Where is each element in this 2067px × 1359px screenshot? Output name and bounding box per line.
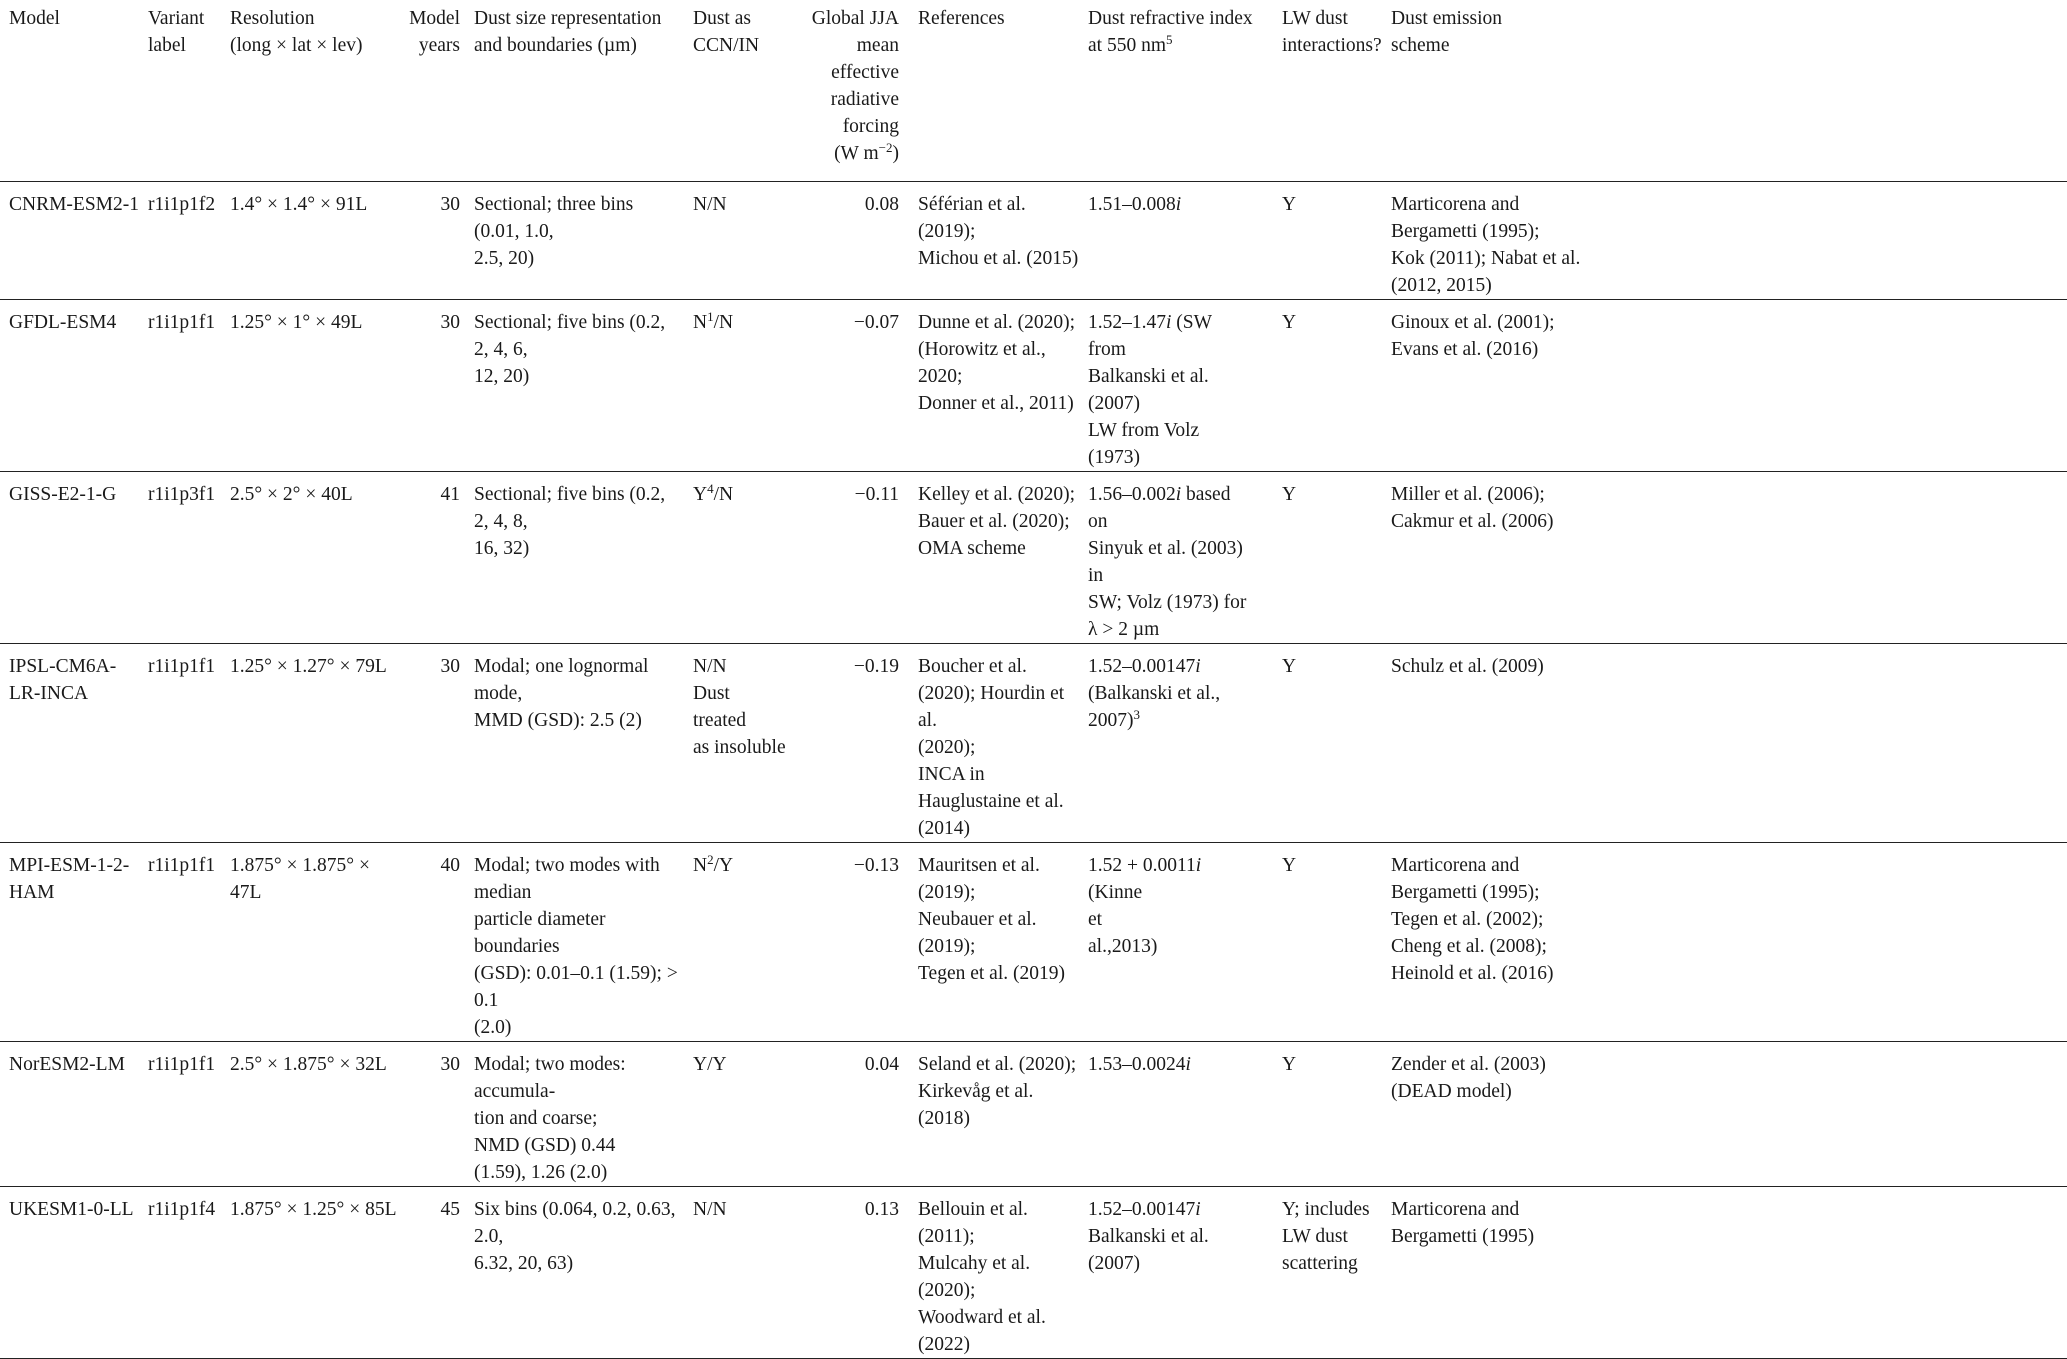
cell-years: 30 (440, 655, 460, 677)
cell-emission: Ginoux et al. (2001); Evans et al. (2016) (1391, 311, 1555, 360)
cell-ccn: $N^1/N$ (693, 308, 734, 333)
cell-size: Sectional; five bins (0.2, 2, 4, 8, 16, 32) (474, 483, 666, 559)
cell-variant: r1i1p1f1 (148, 1053, 216, 1075)
cell-lw: Y (1282, 483, 1297, 505)
cell-erf: −0.19 (853, 655, 899, 677)
cell-refr: 1.52 + 0.0011i (Kinne et al.,2013) (1088, 854, 1202, 957)
cell-years: 40 (440, 854, 460, 876)
cell-refr: 1.53–0.0024i (1088, 1053, 1191, 1075)
cell-emission: Miller et al. (2006); Cakmur et al. (2006) (1391, 483, 1554, 532)
cell-resolution: 1.25° × 1.27° × 79L (230, 655, 387, 677)
cell-size: Sectional; three bins (0.01, 1.0, 2.5, 20) (474, 193, 634, 269)
cell-model: NorESM2-LM (9, 1053, 125, 1075)
table-row (0, 299, 2067, 471)
cell-refs: Seland et al. (2020); Kirkevåg et al. (2018) (918, 1053, 1077, 1129)
cell-size: Modal; one lognormal mode, MMD (GSD): 2.5 (2) (474, 655, 649, 731)
cell-emission: Schulz et al. (2009) (1391, 655, 1544, 677)
table-body (0, 181, 2067, 1358)
cell-resolution: 1.875° × 1.875° × 47L (230, 854, 370, 903)
cell-lw: Y; includes LW dust scattering (1282, 1198, 1370, 1274)
cell-model: IPSL-CM6A- LR-INCA (9, 655, 117, 704)
cell-lw: Y (1282, 655, 1297, 677)
cell-emission: Marticorena and Bergametti (1995); Kok (2011); Nabat et al. (2012, 2015) (1391, 193, 1581, 296)
table-row (0, 471, 2067, 643)
col-header-erf: Global JJA mean effective radiative forcing (W $m^{-2}$) (811, 8, 899, 164)
cell-ccn: $Y^4/N$ (693, 480, 734, 505)
cell-ccn: Y/Y (693, 1053, 727, 1075)
cell-ccn: N/N Dust treated as insoluble (693, 655, 786, 758)
col-header-lw: LW dust interactions? (1282, 8, 1382, 56)
cell-refr: 1.51–0.008i (1088, 193, 1182, 215)
cell-model: UKESM1-0-LL (9, 1198, 134, 1220)
cell-emission: Marticorena and Bergametti (1995); Tegen et al. (2002); Cheng et al. (2008); Heinold et al. (2016) (1391, 854, 1554, 984)
col-header-emission: Dust emission scheme (1391, 8, 1503, 56)
cell-emission: Zender et al. (2003) (DEAD model) (1391, 1053, 1546, 1102)
cell-lw: Y (1282, 1053, 1297, 1075)
cell-erf: 0.04 (864, 1053, 899, 1075)
cell-refr: 1.52–0.00147i Balkanski et al. (2007) (1088, 1198, 1209, 1274)
cell-resolution: 2.5° × 1.875° × 32L (230, 1053, 387, 1075)
col-header-resolution: Resolution (long × lat × lev) (230, 8, 363, 56)
cell-variant: r1i1p1f1 (148, 311, 216, 333)
col-header-refractive-index: Dust refractive index at 550 $nm^5$ (1088, 8, 1253, 56)
cell-years: 30 (440, 193, 460, 215)
cell-refr: 1.52–0.00147i (Balkanski et al., 2007)$^3$ (1088, 655, 1221, 731)
cell-years: 41 (440, 483, 460, 505)
cell-resolution: 2.5° × 2° × 40L (230, 483, 353, 505)
cell-resolution: 1.25° × 1° × 49L (230, 311, 363, 333)
cell-size: Modal; two modes: accumula- tion and coarse; NMD (GSD) 0.44 (1.59), 1.26 (2.0) (474, 1053, 626, 1183)
cell-refs: Bellouin et al. (2011); Mulcahy et al. (2020); Woodward et al. (2022) (918, 1198, 1046, 1355)
cell-size: Six bins (0.064, 0.2, 0.63, 2.0, 6.32, 20, 63) (474, 1198, 676, 1274)
table-row (0, 1186, 2067, 1358)
cell-emission: Marticorena and Bergametti (1995) (1391, 1198, 1535, 1247)
cell-refs: Mauritsen et al. (2019); Neubauer et al. (2019); Tegen et al. (2019) (918, 854, 1065, 984)
col-header-references: References (918, 8, 1005, 29)
cell-refs: Séférian et al. (2019); Michou et al. (2015) (918, 193, 1079, 269)
cell-variant: r1i1p3f1 (148, 483, 216, 505)
cell-ccn: N/N (693, 1198, 727, 1220)
cell-erf: −0.07 (853, 311, 899, 333)
cell-years: 45 (440, 1198, 460, 1220)
cell-lw: Y (1282, 311, 1297, 333)
cell-lw: Y (1282, 193, 1297, 215)
cell-erf: −0.11 (854, 483, 899, 505)
table-header-row (0, 0, 2067, 181)
cell-resolution: 1.875° × 1.25° × 85L (230, 1198, 397, 1220)
cell-refs: Dunne et al. (2020); (Horowitz et al., 2020; Donner et al., 2011) (918, 311, 1076, 414)
cell-model: MPI-ESM-1-2- HAM (9, 854, 130, 903)
cell-model: CNRM-ESM2-1 (9, 193, 140, 215)
cell-refr: 1.56–0.002i based on Sinyuk et al. (2003) in SW; Volz (1973) for λ > 2 µm (1088, 483, 1247, 640)
cell-erf: 0.13 (864, 1198, 899, 1220)
cell-erf: −0.13 (853, 854, 899, 876)
col-header-ccn: Dust as CCN/IN (693, 8, 760, 56)
cell-erf: 0.08 (864, 193, 899, 215)
cell-refs: Kelley et al. (2020); Bauer et al. (2020); OMA scheme (918, 483, 1076, 559)
col-header-size: Dust size representation and boundaries (µm) (474, 8, 662, 56)
cell-variant: r1i1p1f1 (148, 655, 216, 677)
col-header-years: Model years (409, 8, 460, 56)
col-header-model: Model (9, 8, 60, 29)
cell-ccn: N/N (693, 193, 727, 215)
cell-variant: r1i1p1f1 (148, 854, 216, 876)
cell-size: Sectional; five bins (0.2, 2, 4, 6, 12, 20) (474, 311, 666, 387)
table-row (0, 1041, 2067, 1186)
cell-variant: r1i1p1f2 (148, 193, 216, 215)
cell-years: 30 (440, 311, 460, 333)
cell-lw: Y (1282, 854, 1297, 876)
cell-years: 30 (440, 1053, 460, 1075)
table-row (0, 181, 2067, 299)
table-row (0, 643, 2067, 842)
cell-resolution: 1.4° × 1.4° × 91L (230, 193, 368, 215)
cell-model: GFDL-ESM4 (9, 311, 117, 333)
cell-refs: Boucher et al. (2020); Hourdin et al. (2020); INCA in Hauglustaine et al. (2014) (918, 655, 1065, 839)
col-header-variant: Variant label (148, 8, 205, 56)
table-row (0, 842, 2067, 1041)
cell-refr: 1.52–1.47i (SW from Balkanski et al. (2007) LW from Volz (1973) (1088, 311, 1212, 468)
cell-size: Modal; two modes with median particle diameter boundaries (GSD): 0.01–0.1 (1.59); > 0.1 (2.0) (474, 854, 678, 1038)
cell-ccn: $N^2/Y$ (693, 851, 734, 876)
cell-model: GISS-E2-1-G (9, 483, 117, 505)
cell-variant: r1i1p1f4 (148, 1198, 216, 1220)
